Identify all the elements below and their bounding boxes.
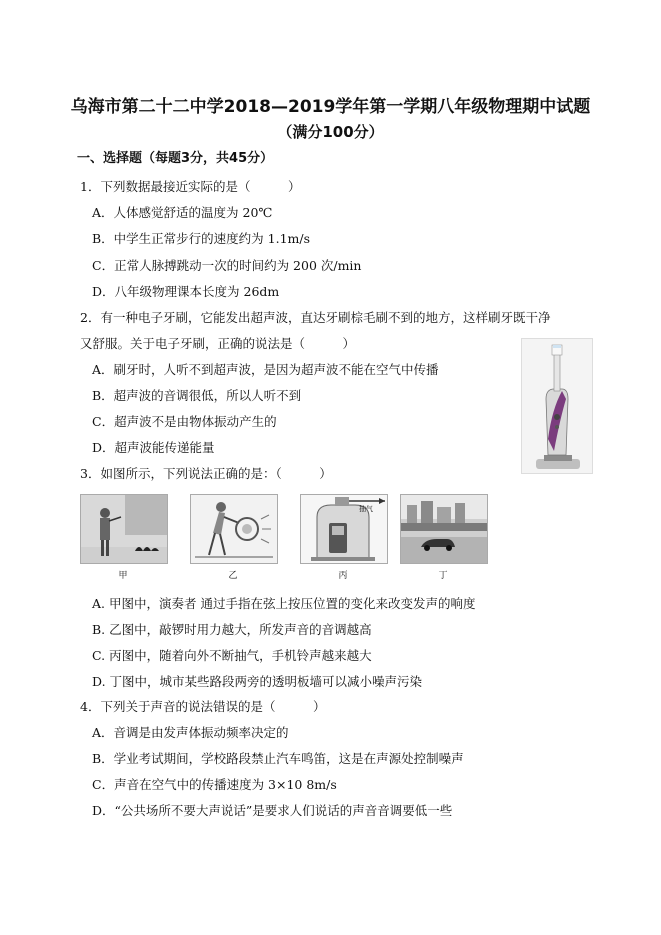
- q3-stem: 3．如图所示，下列说法正确的是：（ ）: [80, 466, 332, 481]
- q1-stem: 1．下列数据最接近实际的是（ ）: [80, 179, 301, 194]
- section-heading: 一、选择题（每题3分，共45分）: [77, 151, 274, 166]
- exam-title: 乌海市第二十二中学2018—2019学年第一学期八年级物理期中试题: [70, 97, 591, 117]
- q4-stem: 4．下列关于声音的说法错误的是（ ）: [80, 699, 326, 714]
- q1-option-b: B．中学生正常步行的速度约为 1.1m/s: [92, 231, 311, 246]
- q4-option-a: A．音调是由发声体振动频率决定的: [92, 725, 289, 740]
- figure-caption-ding: 丁: [438, 571, 448, 581]
- q4-option-b: B．学业考试期间，学校路段禁止汽车鸣笛，这是在声源处控制噪声: [92, 751, 464, 766]
- q1-option-c: C．正常人脉搏跳动一次的时间约为 200 次/min: [92, 258, 362, 273]
- q2-stem-line2: 又舒服。关于电子牙刷，正确的说法是（ ）: [80, 336, 356, 351]
- q3-option-d: D. 丁图中，城市某些路段两旁的透明板墙可以减小噪声污染: [92, 674, 423, 689]
- q3-option-a: A. 甲图中，演奏者 通过手指在弦上按压位置的变化来改变发声的响度: [92, 596, 476, 611]
- q1-option-d: D．八年级物理课本长度为 26dm: [92, 284, 280, 299]
- q4-option-d: D．“公共场所不要大声说话”是要求人们说话的声音音调要低一些: [92, 803, 453, 818]
- figure-caption-jia: 甲: [118, 571, 128, 581]
- q4-option-c: C．声音在空气中的传播速度为 3×10 8m/s: [92, 777, 337, 792]
- q1-option-a: A．人体感觉舒适的温度为 20℃: [92, 205, 273, 220]
- q3-figures: [80, 494, 510, 584]
- q3-option-c: C. 丙图中，随着向外不断抽气，手机铃声越来越大: [92, 648, 372, 663]
- figure-yi-gong: [190, 494, 278, 564]
- figure-jia-violinist: [80, 494, 168, 564]
- figure-caption-bing: 丙: [338, 571, 348, 581]
- q3-option-b: B. 乙图中，敲锣时用力越大，所发声音的音调越高: [92, 622, 372, 637]
- figure-ding-road-barrier: [400, 494, 488, 564]
- figure-bing-pump-label: 抽气: [359, 505, 373, 513]
- exam-subtitle: （满分100分）: [277, 123, 384, 141]
- q2-option-a: A．刷牙时，人听不到超声波，是因为超声波不能在空气中传播: [92, 362, 439, 377]
- q2-option-b: B．超声波的音调很低，所以人听不到: [92, 388, 302, 403]
- figure-bing-bell-jar: [300, 494, 388, 564]
- q2-option-c: C．超声波不是由物体振动产生的: [92, 414, 277, 429]
- q2-option-d: D．超声波能传递能量: [92, 440, 215, 455]
- q2-stem-line1: 2．有一种电子牙刷，它能发出超声波，直达牙刷棕毛刷不到的地方，这样刷牙既干净: [80, 310, 551, 325]
- figure-caption-yi: 乙: [228, 571, 238, 581]
- electric-toothbrush-image: [521, 338, 593, 474]
